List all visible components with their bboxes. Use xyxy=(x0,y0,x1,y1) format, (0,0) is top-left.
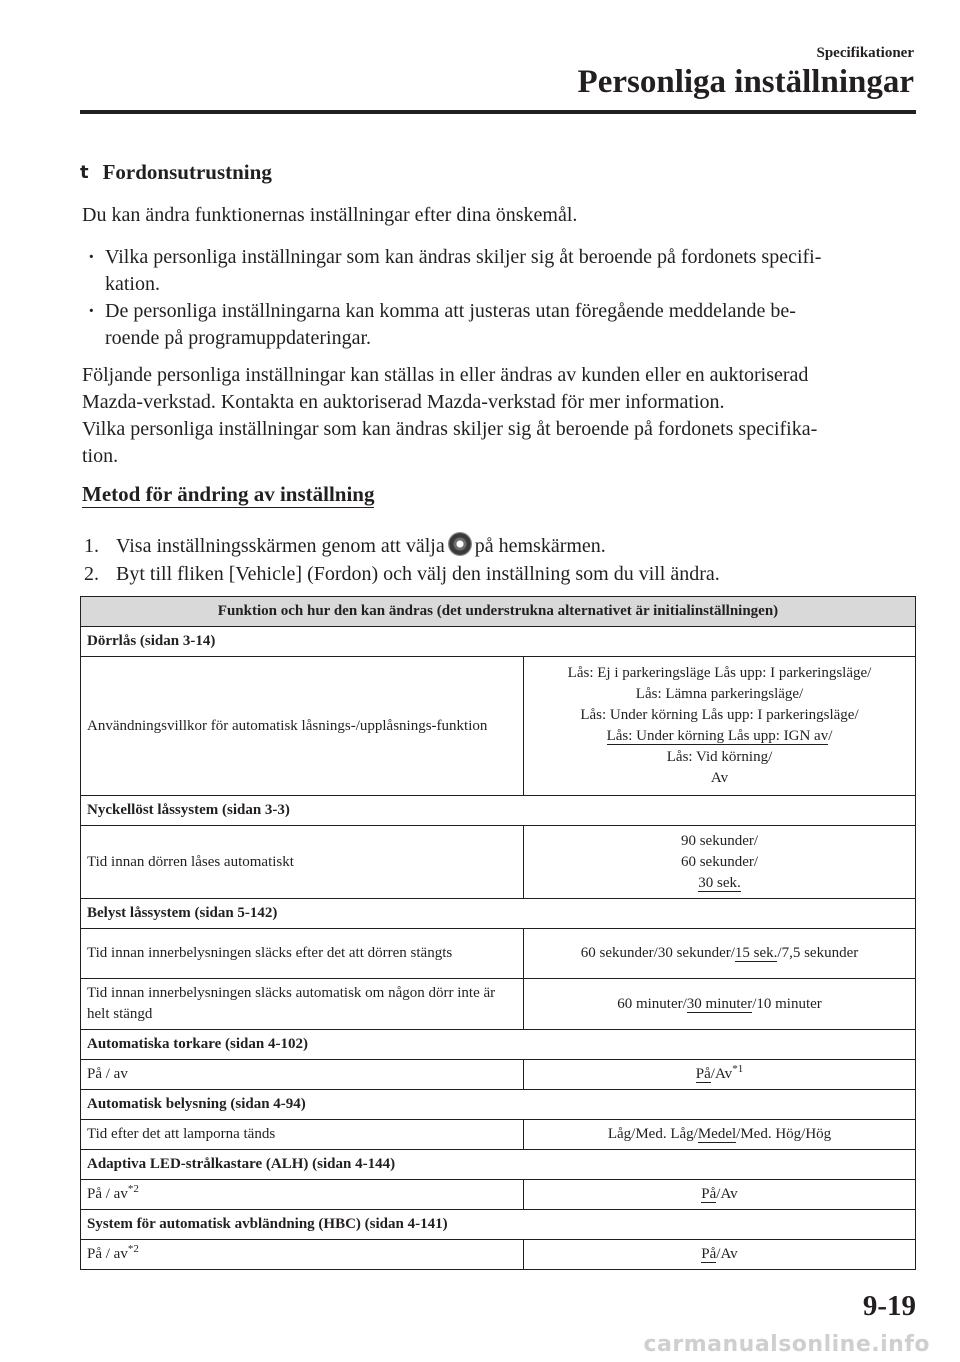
list-item xyxy=(82,244,916,298)
list-item xyxy=(84,532,916,560)
table-header: Funktion och hur den kan ändras (det understrukna alternativet är initialinställningen) xyxy=(81,597,916,627)
table-row xyxy=(81,1030,916,1060)
table-row xyxy=(81,1150,916,1180)
value-line: /Av xyxy=(716,1246,738,1262)
value-line: Av xyxy=(710,770,729,786)
table-row xyxy=(81,979,916,1030)
value-cell xyxy=(524,979,916,1030)
default-value: 30 minuter xyxy=(686,995,753,1012)
table-section: Adaptiva LED-strålkastare (ALH) (sidan 4-144) xyxy=(81,1150,916,1180)
step-text: på hemskärmen. xyxy=(474,535,606,557)
value-cell xyxy=(524,657,916,796)
value-cell xyxy=(524,1180,916,1210)
value-cell xyxy=(524,1060,916,1090)
steps-list xyxy=(84,532,916,588)
value-line: /Av xyxy=(716,1186,738,1202)
table-section: Dörrlås (sidan 3-14) xyxy=(81,627,916,657)
value-cell xyxy=(524,826,916,899)
function-cell: På / av xyxy=(81,1060,524,1090)
table-section: System för automatisk avbländning (HBC) (sidan 4-141) xyxy=(81,1210,916,1240)
table-row xyxy=(81,1180,916,1210)
settings-table xyxy=(80,596,916,1270)
value-line: / xyxy=(828,728,833,744)
bullet-dot: · xyxy=(88,300,95,322)
table-section: Belyst låssystem (sidan 5-142) xyxy=(81,899,916,929)
table-row xyxy=(81,1240,916,1270)
value-line: Lås: Under körning Lås upp: I parkeringsläge/ xyxy=(580,707,859,723)
value-line: /Med. Hög/Hög xyxy=(736,1126,832,1142)
function-text: På / av xyxy=(87,1186,128,1202)
para-line: tion. xyxy=(82,445,119,467)
table-row xyxy=(81,826,916,899)
header-rule xyxy=(80,110,916,114)
section-heading xyxy=(80,160,272,185)
page-number: 9-19 xyxy=(862,1290,916,1322)
info-paragraph xyxy=(82,362,916,470)
function-cell: Tid innan innerbelysningen släcks automatisk om någon dörr inte är helt stängd xyxy=(81,979,524,1030)
bullet-text: roende på programuppdateringar. xyxy=(105,327,372,349)
chapter-label: Specifikationer xyxy=(816,45,914,61)
table-row xyxy=(81,1210,916,1240)
function-cell: Tid efter det att lamporna tänds xyxy=(81,1120,524,1150)
table-row xyxy=(81,657,916,796)
settings-gear-icon xyxy=(449,533,471,555)
value-cell xyxy=(524,1240,916,1270)
function-cell xyxy=(81,1240,524,1270)
table-row xyxy=(81,796,916,826)
intro-paragraph: Du kan ändra funktionernas inställningar efter dina önskemål. xyxy=(82,204,578,226)
function-cell: Tid innan innerbelysningen släcks efter det att dörren stängts xyxy=(81,929,524,979)
function-text: På / av xyxy=(87,1246,128,1262)
value-line: 60 sekunder/ xyxy=(680,853,759,870)
step-number: 1. xyxy=(84,535,99,557)
table-section: Automatisk belysning (sidan 4-94) xyxy=(81,1090,916,1120)
footnote-marker: *1 xyxy=(732,1063,744,1075)
table-row xyxy=(81,1060,916,1090)
bullet-text: kation. xyxy=(105,273,160,295)
section-title: Fordonsutrustning xyxy=(102,160,272,184)
table-row xyxy=(81,1090,916,1120)
step-number: 2. xyxy=(84,563,99,585)
list-item xyxy=(84,560,916,588)
para-line: Vilka personliga inställningar som kan ändras skiljer sig åt beroende på fordonets specifika- xyxy=(82,418,818,440)
para-line: Följande personliga inställningar kan ställas in eller ändras av kunden eller en auktoriserad xyxy=(82,364,809,386)
value-line: Lås: Lämna parkeringsläge/ xyxy=(635,686,804,702)
bullet-text: De personliga inställningarna kan komma att justeras utan föregående meddelande be- xyxy=(105,300,796,322)
function-cell: Tid innan dörren låses automatiskt xyxy=(81,826,524,899)
method-heading: Metod för ändring av inställning xyxy=(82,482,375,506)
table-section: Nyckellöst låssystem (sidan 3-3) xyxy=(81,796,916,826)
default-value: På xyxy=(695,1066,711,1082)
function-cell xyxy=(81,1180,524,1210)
value-line: 60 sekunder/30 sekunder/ xyxy=(580,945,735,961)
table-row xyxy=(81,627,916,657)
default-value: Medel xyxy=(697,1126,737,1142)
value-line: 90 sekunder/ xyxy=(680,832,759,849)
default-value: Lås: Under körning Lås upp: IGN av xyxy=(606,728,829,744)
value-cell xyxy=(524,929,916,979)
value-line: Lås: Ej i parkeringsläge Lås upp: I parkeringsläge/ xyxy=(567,665,872,681)
table-header-row xyxy=(81,597,916,627)
step-text: Visa inställningsskärmen genom att välja xyxy=(116,535,445,557)
section-marker: t xyxy=(80,162,89,183)
footnote-marker: *2 xyxy=(127,1183,139,1195)
default-value: 30 sek. xyxy=(698,874,741,891)
value-line: 60 minuter/ xyxy=(617,995,687,1012)
para-line: Mazda-verkstad. Kontakta en auktoriserad Mazda-verkstad för mer information. xyxy=(82,391,725,413)
default-value: 15 sek. xyxy=(734,945,778,961)
value-line: Låg/Med. Låg/ xyxy=(607,1126,698,1142)
table-row xyxy=(81,899,916,929)
table-row xyxy=(81,929,916,979)
value-line: /7,5 sekunder xyxy=(777,945,859,961)
watermark-footer[interactable]: carmanualsonline.info xyxy=(643,1332,930,1357)
value-line: /Av xyxy=(710,1066,733,1082)
step-text: Byt till fliken [Vehicle] (Fordon) och välj den inställning som du vill ändra. xyxy=(116,563,720,585)
value-line: /10 minuter xyxy=(752,995,822,1012)
default-value: På xyxy=(701,1246,717,1262)
bullet-dot: · xyxy=(88,246,95,268)
list-item xyxy=(82,298,916,352)
function-cell: Användningsvillkor för automatisk låsnings-/upplåsnings-funktion xyxy=(81,657,524,796)
default-value: På xyxy=(701,1186,717,1202)
value-line: Lås: Vid körning/ xyxy=(666,749,773,765)
table-row xyxy=(81,1120,916,1150)
bullet-list xyxy=(82,244,916,352)
table-section: Automatiska torkare (sidan 4-102) xyxy=(81,1030,916,1060)
page-title: Personliga inställningar xyxy=(577,64,914,100)
footnote-marker: *2 xyxy=(127,1243,139,1255)
page-header xyxy=(578,44,914,102)
bullet-text: Vilka personliga inställningar som kan ändras skiljer sig åt beroende på fordonets specifi- xyxy=(105,246,822,268)
value-cell xyxy=(524,1120,916,1150)
